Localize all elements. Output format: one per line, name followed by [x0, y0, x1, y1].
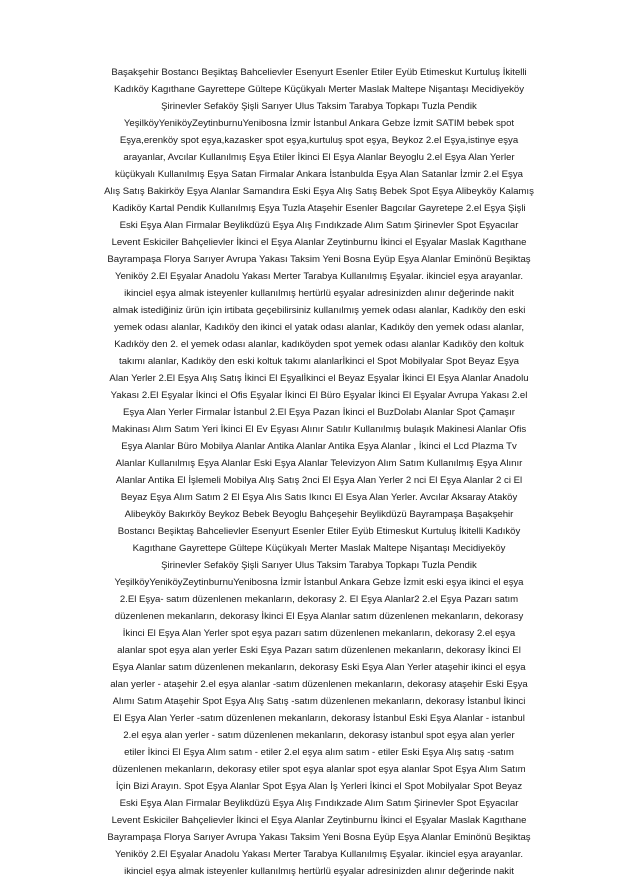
text-line: Eşya Alan Yerler Firmalar İstanbul 2.El Eşya Pazan İkinci el BuzDolabı Alanlar Spot Çamaşır — [123, 407, 515, 418]
text-line: Levent Eskiciler Bahçelievler İkinci el Eşya Alanlar Zeytinburnu İkinci el Eşyalar Maslak Kagıthane — [111, 237, 527, 248]
text-line: Kadıköy den 2. el yemek odası alanlar, kadıköyden spot yemek odası alanlar Kadıköy den koltuk — [114, 339, 524, 350]
text-line: Alış Satış Bakirköy Eşya Alanlar Samandıra Eski Eşya Alış Satış Bebek Spot Eşya Alibeyköy Kalamış — [104, 186, 534, 197]
text-line: düzenlenen mekanların, dekorasy etiler spot eşya alanlar spot eşya alanlar Spot Eşya Alım Satım — [112, 764, 526, 775]
text-line: El Eşya Alan Yerler -satım düzenlenen mekanların, dekorasy İstanbul Eski Eşya Alanlar - istanbul — [113, 713, 525, 724]
text-line: İçin Bizi Arayın. Spot Eşya Alanlar Spot Eşya Alan İş Yerleri İkinci el Spot Mobilyalar Spot Beyaz — [115, 781, 523, 792]
text-line: Kadıköy Kagıthane Gayrettepe Gültepe Küçükyalı Merter Maslak Maltepe Nişantaşı Mecidiyeköy — [113, 84, 525, 95]
text-line: Bostancı Beşiktaş Bahcelievler Esenyurt Esenler Etiler Eyüb Etimeskut Kurtuluş İkitelli Kadıköy — [117, 526, 521, 537]
text-line: Eşya Alanlar Büro Mobilya Alanlar Antika Alanlar Antika Eşya Alanlar , İkinci el Lcd Plazma Tv — [121, 441, 517, 452]
text-line: YeşilköyYeniköyZeytinburnuYenibosna İzmir İstanbul Ankara Gebze İzmit SATIM bebek spot — [123, 118, 515, 129]
text-line: Şirinevler Sefaköy Şişli Sarıyer Ulus Taksim Tarabya Topkapı Tuzla Pendik — [161, 560, 477, 571]
text-line: arayanlar, Avcılar Kullanılmış Eşya Etiler İkinci El Eşya Alanlar Beyoglu 2.el Eşya Alan Yerler — [123, 152, 515, 163]
text-line: ikinciel eşya almak isteyenler kullanılmış hertürlü eşyalar adresinizden alınır değerinde nakit — [124, 866, 514, 877]
text-line: Başakşehir Bostancı Beşiktaş Bahcelievler Esenyurt Esenler Etiler Eyüb Etimeskut Kurtuluş İkitelli — [111, 67, 527, 78]
text-line: İkinci El Eşya Alan Yerler spot eşya pazarı satım düzenlenen mekanların, dekorasy 2.el eşya — [122, 628, 516, 639]
text-line: alanlar spot eşya alan yerler Eski Eşya Pazarı satım düzenlenen mekanların, dekorasy İkinci El — [117, 645, 521, 656]
text-line: takımı alanlar, Kadıköy den eski koltuk takımı alanlarİkinci el Spot Mobilyalar Spot Beyaz Eşya — [119, 356, 519, 367]
text-line: almak istediğiniz ürün için irtibata geçebilirsiniz kullanılmış yemek odası alanlar, Kadıköy den eski — [112, 305, 526, 316]
text-line: Bayrampaşa Florya Sarıyer Avrupa Yakası Taksim Yeni Bosna Eyüp Eşya Alanlar Eminönü Beşiktaş — [107, 832, 531, 843]
text-line: yemek odası alanlar, Kadıköy den ikinci el yatak odası alanlar, Kadıköy den yemek odası alanlar, — [113, 322, 525, 333]
text-line: Yeniköy 2.El Eşyalar Anadolu Yakası Merter Tarabya Kullanılmış Eşyalar. ikinciel eşya arayanlar. — [114, 271, 524, 282]
body-text — [74, 64, 564, 880]
text-line: etiler İkinci El Eşya Alım satım - etiler 2.el eşya alım satım - etiler Eski Eşya Alış satış -satım — [124, 747, 514, 758]
text-line: Eşya,erenköy spot eşya,kazasker spot eşya,kurtuluş spot eşya, Beykoz 2.el Eşya,istinye eşya — [119, 135, 519, 146]
text-line: Alanlar Kullanılmış Eşya Alanlar Eski Eşya Alanlar Televizyon Alım Satım Kullanılmış Eşya Alınır — [115, 458, 523, 469]
text-line: Şirinevler Sefaköy Şişli Sarıyer Ulus Taksim Tarabya Topkapı Tuzla Pendik — [161, 101, 477, 112]
text-line: küçükyalı Kullanılmış Eşya Satan Firmalar Ankara İstanbulda Eşya Alan Satanlar İzmir 2.el Eşya — [115, 169, 523, 180]
text-line: Alibeyköy Bakırköy Beykoz Bebek Beyoglu Bahçeşehir Beylikdüzü Bayrampaşa Başakşehir — [124, 509, 514, 520]
text-line: 2.El Eşya- satım düzenlenen mekanların, dekorasy 2. El Eşya Alanlar2 2.el Eşya Pazarı satım — [119, 594, 519, 605]
text-line: Kadiköy Kartal Pendik Kullanılmış Eşya Tuzla Ataşehir Esenler Bagcılar Gayretepe 2.el Eşya Şişli — [112, 203, 526, 214]
text-line: Kagıthane Gayrettepe Gültepe Küçükyalı Merter Maslak Maltepe Nişantaşı Mecidiyeköy — [132, 543, 506, 554]
text-line: Eşya Alanlar satım düzenlenen mekanların, dekorasy Eski Eşya Alan Yerler ataşehir ikinci el eşya — [112, 662, 526, 673]
text-line: Yeniköy 2.El Eşyalar Anadolu Yakası Merter Tarabya Kullanılmış Eşyalar. ikinciel eşya arayanlar. — [114, 849, 524, 860]
text-line: ikinciel eşya almak isteyenler kullanılmış hertürlü eşyalar adresinizden alınır değerinde nakit — [124, 288, 514, 299]
text-line: düzenlenen mekanların, dekorasy İkinci El Eşya Alanlar satım düzenlenen mekanların, dekorasy — [114, 611, 524, 622]
text-line: Alımı Satım Ataşehir Spot Eşya Alış Satış -satım düzenlenen mekanların, dekorasy İstanbul İkinci — [112, 696, 526, 707]
text-line: 2.el eşya alan yerler - satım düzenlenen mekanların, dekorasy istanbul spot eşya alan yerler — [123, 730, 515, 741]
text-line: Makinası Alım Satım Yeri İkinci El Ev Eşyası Alınır Satılır Kullanılmış bulaşık Makinesi Alanlar Ofis — [111, 424, 527, 435]
text-line: Yakası 2.El Eşyalar İkinci el Ofis Eşyalar İkinci El Büro Eşyalar İkinci El Eşyalar Avrupa Yakası 2.el — [110, 390, 528, 401]
text-line: Bayrampaşa Florya Sarıyer Avrupa Yakası Taksim Yeni Bosna Eyüp Eşya Alanlar Eminönü Beşiktaş — [107, 254, 531, 265]
text-line: Beyaz Eşya Alım Satım 2 El Eşya Alıs Satıs Ikıncı El Esya Alan Yerler. Avcılar Aksaray Ataköy — [120, 492, 518, 503]
text-line: Eski Eşya Alan Firmalar Beylikdüzü Eşya Alış Fındıkzade Alım Satım Şirinevler Spot Eşyacılar — [119, 798, 519, 809]
text-line: YeşilköyYeniköyZeytinburnuYenibosna İzmir İstanbul Ankara Gebze İzmit eski eşya ikinci el eşya — [114, 577, 524, 588]
text-line: Eski Eşya Alan Firmalar Beylikdüzü Eşya Alış Fındıkzade Alım Satım Şirinevler Spot Eşyacılar — [119, 220, 519, 231]
text-line: alan yerler - ataşehir 2.el eşya alanlar -satım düzenlenen mekanların, dekorasy ataşehir Eski Eşya — [110, 679, 528, 690]
text-line: Alanlar Antika El İşlemeli Mobilya Alış Satış 2nci El Eşya Alan Yerler 2 nci El Eşya Alanlar 2 ci El — [115, 475, 523, 486]
text-line: Levent Eskiciler Bahçelievler İkinci el Eşya Alanlar Zeytinburnu İkinci el Eşyalar Maslak Kagıthane — [111, 815, 527, 826]
text-line: Alan Yerler 2.El Eşya Alış Satış İkinci El Eşyalİkinci el Beyaz Eşyalar İkinci El Eşya Alanlar Anadolu — [109, 373, 529, 384]
